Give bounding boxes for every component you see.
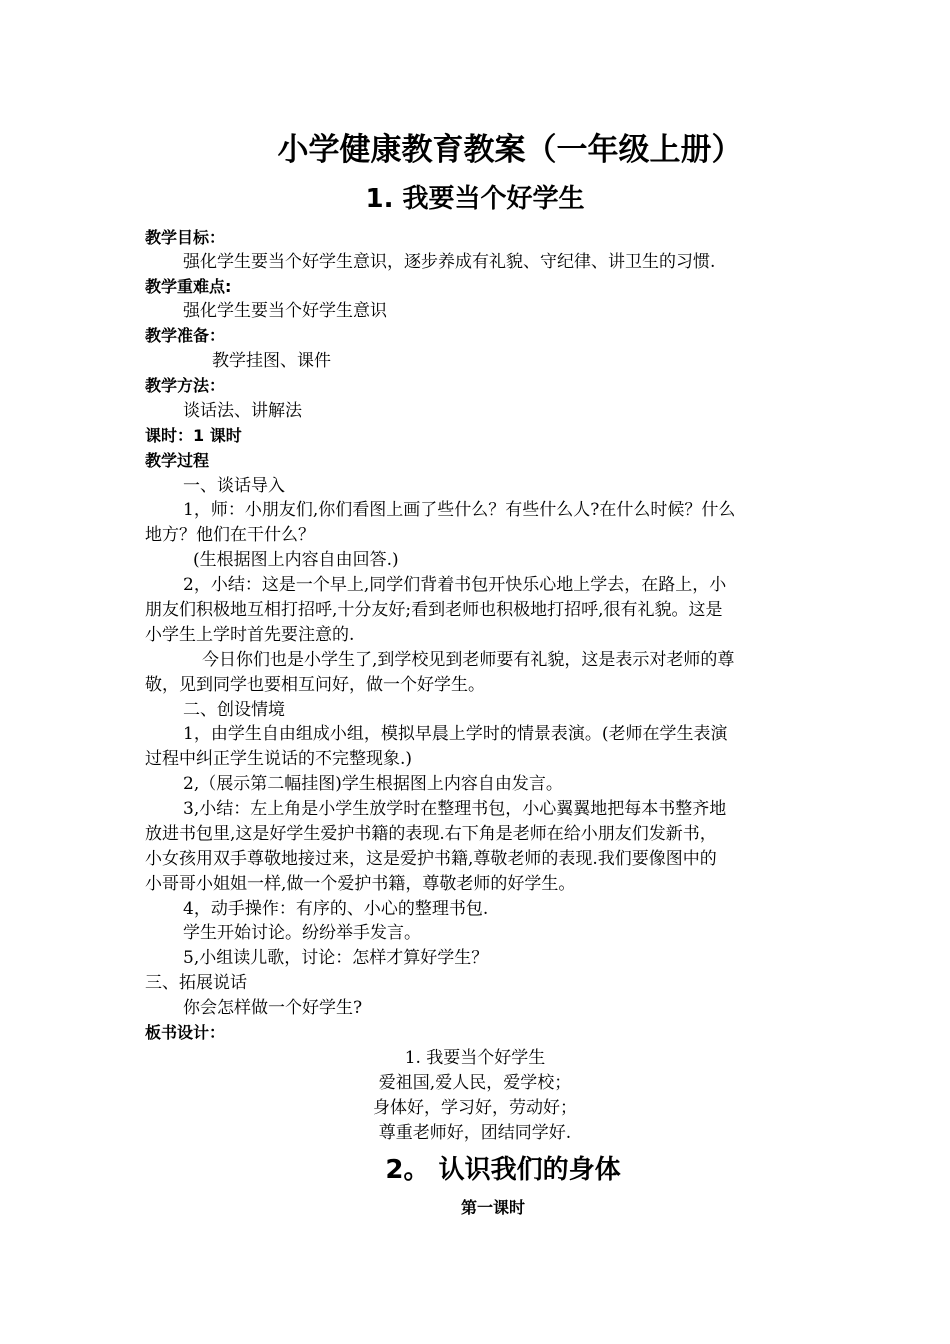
method-text: 谈话法、讲解法	[183, 401, 302, 421]
hours-heading: 课时：1 课时	[145, 426, 242, 445]
paragraph-line: 2，小结：这是一个早上,同学们背着书包开快乐心地上学去，在路上，小	[183, 575, 727, 595]
board-line: 身体好，学习好，劳动好；	[373, 1098, 577, 1118]
section-2-heading: 二、创设情境	[183, 700, 285, 720]
paragraph-line: 小哥哥小姐姐一样,做一个爱护书籍，尊敬老师的好学生。	[145, 874, 576, 894]
method-heading: 教学方法：	[145, 376, 226, 395]
lesson2-title: 2。 认识我们的身体	[385, 1155, 621, 1185]
paragraph-line: 3,小结：左上角是小学生放学时在整理书包，小心翼翼地把每本书整齐地	[183, 799, 727, 819]
paragraph-line: 放进书包里,这是好学生爱护书籍的表现.右下角是老师在给小朋友们发新书，	[145, 824, 717, 844]
board-line: 爱祖国,爱人民，爱学校；	[378, 1073, 572, 1093]
paragraph-line: 1，师：小朋友们,你们看图上画了些什么？有些什么人?在什么时候？什么	[183, 500, 736, 520]
key-heading: 教学重难点:	[145, 277, 232, 296]
lesson2-subtitle: 第一课时	[460, 1198, 525, 1217]
board-line: 1. 我要当个好学生	[404, 1048, 546, 1068]
paragraph-line: 你会怎样做一个好学生?	[183, 998, 363, 1018]
section-3-heading: 三、拓展说话	[145, 973, 247, 993]
paragraph-line: 今日你们也是小学生了,到学校见到老师要有礼貌，这是表示对老师的尊	[202, 650, 735, 670]
goal-heading: 教学目标：	[145, 228, 226, 247]
paragraph-line: 敬，见到同学也要相互问好，做一个好学生。	[145, 675, 485, 695]
paragraph-line: 小女孩用双手尊敬地接过来，这是爱护书籍,尊敬老师的表现.我们要像图中的	[145, 849, 717, 869]
paragraph-line: 学生开始讨论。纷纷举手发言。	[183, 923, 421, 943]
paragraph-line: 2,（展示第二幅挂图)学生根据图上内容自由发言。	[183, 774, 563, 794]
board-heading: 板书设计：	[145, 1023, 226, 1042]
paragraph-line: 4，动手操作：有序的、小心的整理书包.	[183, 899, 489, 919]
key-text: 强化学生要当个好学生意识	[183, 301, 387, 321]
section-1-heading: 一、谈话导入	[183, 476, 285, 496]
process-heading: 教学过程	[145, 451, 210, 470]
paragraph-line: 地方？他们在干什么？	[145, 525, 315, 545]
paragraph-line: 过程中纠正学生说话的不完整现象.)	[145, 749, 413, 769]
paragraph-line: 1，由学生自由组成小组，模拟早晨上学时的情景表演。(老师在学生表演	[183, 724, 728, 744]
document-title: 小学健康教育教案（一年级上册）	[277, 132, 743, 168]
paragraph-line: 小学生上学时首先要注意的.	[145, 625, 355, 645]
paragraph-line: (生根据图上内容自由回答.)	[193, 550, 399, 570]
prep-heading: 教学准备：	[145, 326, 226, 345]
paragraph-line: 5,小组读儿歌，讨论：怎样才算好学生？	[183, 948, 489, 968]
board-line: 尊重老师好，团结同学好.	[378, 1123, 572, 1143]
paragraph-line: 朋友们积极地互相打招呼,十分友好;看到老师也积极地打招呼,很有礼貌。这是	[145, 600, 723, 620]
prep-text: 教学挂图、课件	[212, 351, 331, 371]
lesson1-title: 1. 我要当个好学生	[365, 184, 585, 214]
goal-text: 强化学生要当个好学生意识，逐步养成有礼貌、守纪律、讲卫生的习惯.	[183, 252, 716, 272]
